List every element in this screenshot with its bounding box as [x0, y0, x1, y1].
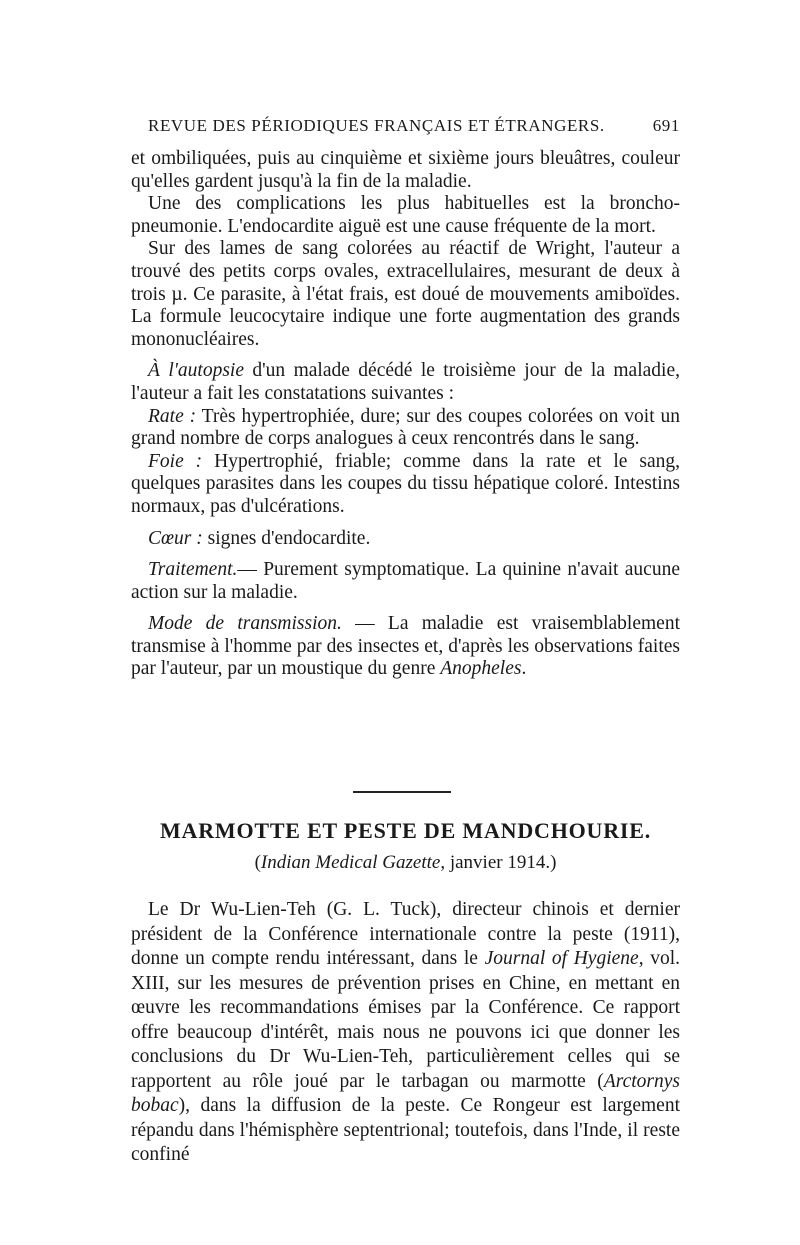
- source-text: (: [254, 852, 261, 873]
- page-number: 691: [652, 116, 680, 135]
- article-body: [131, 148, 680, 681]
- paragraph: [131, 528, 680, 551]
- section-title: MARMOTTE ET PESTE DE MANDCHOURIE.: [159, 818, 652, 843]
- running-header: [148, 116, 680, 136]
- species-name: Arctornys bobac: [131, 1070, 680, 1116]
- paragraph-lead: Mode de transmission.: [148, 613, 342, 635]
- paragraph: [131, 148, 680, 193]
- paragraph-text: signes d'endocardite.: [202, 527, 371, 549]
- journal-name: Journal of Hygiene: [484, 948, 639, 969]
- paragraph: [131, 559, 680, 604]
- paragraph: [131, 238, 680, 351]
- paragraph-text: d'un malade décédé le troisième jour de la maladie, l'auteur a fait les constatations suivantes :: [131, 360, 680, 404]
- paragraph: [131, 451, 680, 519]
- paragraph-lead: Rate :: [148, 405, 197, 427]
- paragraph-text: ), dans la diffusion de la peste. Ce Rongeur est largement répandu dans l'hémisphère septentrional; toutefois, dans l'Inde, il reste confiné: [131, 1095, 680, 1165]
- paragraph-lead: À l'autopsie: [148, 360, 244, 382]
- section-body: [131, 898, 680, 1168]
- paragraph-text: , vol. XIII, sur les mesures de prévention prises en Chine, en mettant en œuvre les recommandations émises par la Conférence. Ce rapport offre beaucoup d'intérêt, mais nous ne pouvons ici que donner les conclusions du Dr Wu-Lien-Teh, particulièrement celles qui se rapportent au rôle joué par le tarbagan ou marmotte (: [131, 948, 681, 1092]
- source-text: , janvier 1914.): [440, 852, 557, 873]
- paragraph-text: et ombiliquées, puis au cinquième et sixième jours bleuâtres, couleur qu'elles gardent jusqu'à la fin de la maladie.: [131, 148, 680, 192]
- paragraph: [131, 613, 680, 681]
- paragraph-text: Sur des lames de sang colorées au réactif de Wright, l'auteur a trouvé des petits corps ovales, extracellulaires, mesurant de deux à trois µ. Ce parasite, à l'état frais, est doué de mouvements amiboïdes. La formule leucocytaire indique une forte augmentation des grands mononucléaires.: [131, 238, 680, 350]
- running-title: REVUE DES PÉRIODIQUES FRANÇAIS ET ÉTRANGERS.: [148, 116, 605, 135]
- paragraph-text: Hypertrophié, friable; comme dans la rate et le sang, quelques parasites dans les coupes du tissu hépatique coloré. Intestins normaux, pas d'ulcérations.: [131, 450, 680, 517]
- paragraph-lead: Traitement.: [148, 559, 238, 581]
- paragraph-text: .: [521, 658, 527, 680]
- paragraph: [131, 898, 680, 1168]
- paragraph: [131, 193, 680, 238]
- paragraph-text: Une des complications les plus habituelles est la broncho-pneumonie. L'endocardite aiguë est une cause fréquente de la mort.: [131, 193, 680, 237]
- paragraph: [131, 360, 680, 405]
- genus-name: Anopheles: [440, 658, 522, 680]
- paragraph: [131, 406, 680, 451]
- source-journal: Indian Medical Gazette: [260, 852, 441, 873]
- paragraph-lead: Cœur :: [148, 527, 203, 549]
- paragraph-text: — La maladie est vraisemblablement transmise à l'homme par des insectes et, d'après les observations faites par l'auteur, par un moustique du genre: [131, 613, 680, 680]
- paragraph-text: Le Dr Wu-Lien-Teh (G. L. Tuck), directeur chinois et dernier président de la Conférence internationale contre la peste (1911), donne un compte rendu intéressant, dans le: [131, 899, 680, 969]
- section-divider: [353, 791, 451, 793]
- paragraph-lead: Foie :: [148, 450, 203, 472]
- section-source: [131, 852, 680, 874]
- paragraph-text: Très hypertrophiée, dure; sur des coupes colorées on voit un grand nombre de corps analogues à ceux rencontrés dans le sang.: [131, 405, 680, 450]
- paragraph-text: — Purement symptomatique. La quinine n'avait aucune action sur la maladie.: [131, 559, 680, 603]
